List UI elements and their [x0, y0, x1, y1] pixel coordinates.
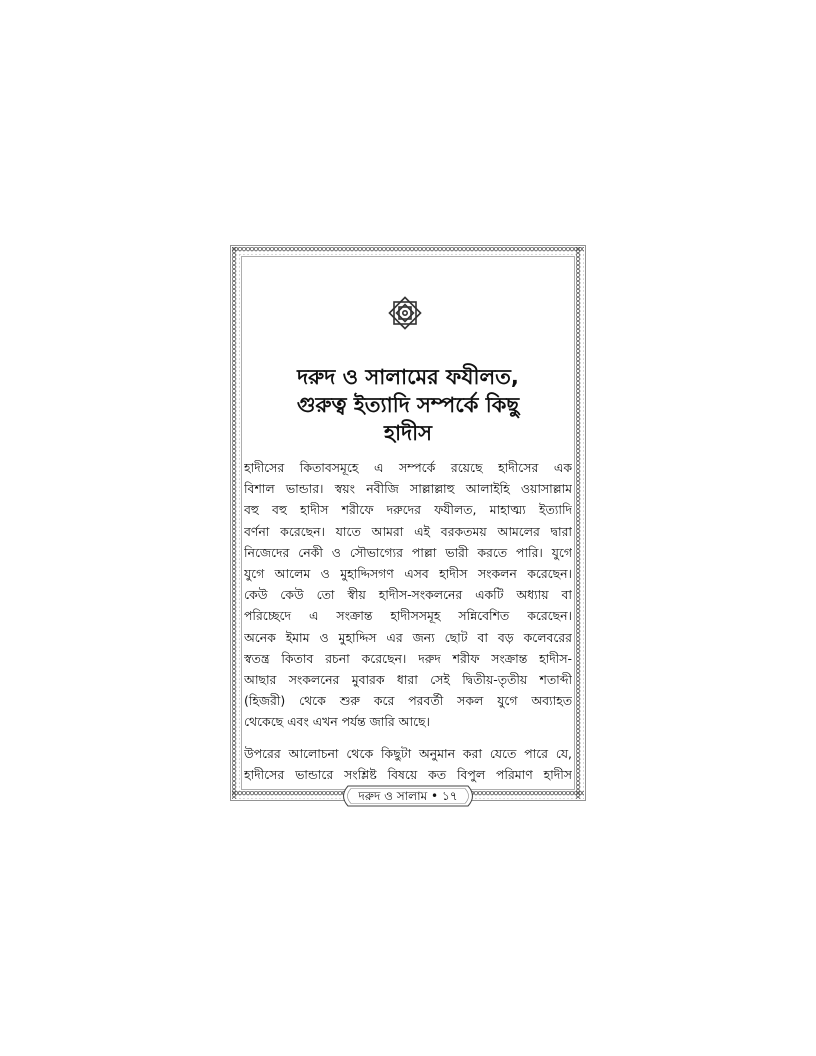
text-line: যুগে আলেম ও মুহাদ্দিসগণ এসব হাদীস সংকলন করেছেন। — [244, 566, 572, 582]
paragraph — [244, 457, 572, 733]
text-line: নিজেদের নেকী ও সৌভাগ্যের পাল্লা ভারী করতে পারি। যুগে — [244, 544, 572, 560]
text-line: অনেক ইমাম ও মুহাদ্দিস এর জন্য ছোট বা বড় কলেবরের — [244, 629, 572, 645]
text-line: বর্ণনা করেছেন। যাতে আমরা এই বরকতময় আমলের দ্বারা — [244, 523, 572, 539]
text-line: উপরের আলোচনা থেকে কিছুটা অনুমান করা যেতে পারে যে, — [244, 745, 572, 761]
text-line: থেকেছে এবং এখন পর্যন্ত জারি আছে। — [244, 714, 430, 730]
footer-separator: • — [431, 789, 439, 803]
paragraph — [244, 743, 572, 785]
chapter-title-line: গুরুত্ব ইত্যাদি সম্পর্কে কিছু — [296, 393, 520, 417]
text-line: বহু বহু হাদীস শরীফে দরুদের ফযীলত, মাহাত্ম্য ইত্যাদি — [244, 502, 572, 518]
chapter-title — [250, 363, 566, 447]
text-line: আছার সংকলনের মুবারক ধারা সেই দ্বিতীয়-তৃতীয় শতাব্দী — [244, 672, 572, 688]
text-line: (হিজরী) থেকে শুরু করে পরবর্তী সকল যুগে অব্যাহত — [244, 693, 572, 709]
chapter-title-line: হাদীস — [383, 421, 433, 445]
chapter-title-line: দরুদ ও সালামের ফযীলত, — [297, 365, 519, 389]
text-line: হাদীসের কিতাবসমূহে এ সম্পর্কে রয়েছে হাদীসের এক — [244, 460, 572, 475]
book-page — [230, 245, 586, 805]
running-title: দরুদ ও সালাম — [358, 789, 428, 803]
text-line: পরিচ্ছেদে এ সংক্রান্ত হাদীসসমূহ সন্নিবেশিত করেছেন। — [244, 608, 572, 624]
body-text — [244, 457, 572, 795]
octagonal-star-ornament-icon — [385, 293, 425, 333]
page-number: ১৭ — [441, 789, 458, 803]
text-line: স্বতন্ত্র কিতাব রচনা করেছেন। দরুদ শরীফ সংক্রান্ত হাদীস- — [244, 650, 572, 666]
footer-label — [338, 788, 478, 804]
page-footer — [338, 785, 478, 807]
text-line: বিশাল ভান্ডার। স্বয়ং নবীজি সাল্লাল্লাহু আলাইহি ওয়াসাল্লাম — [244, 481, 572, 497]
text-line: কেউ কেউ তো স্বীয় হাদীস-সংকলনের একটি অধ্যায় বা — [244, 587, 572, 603]
text-line: হাদীসের ভান্ডারে সংশ্লিষ্ট বিষয়ে কত বিপুল পরিমাণ হাদীস — [244, 766, 572, 782]
